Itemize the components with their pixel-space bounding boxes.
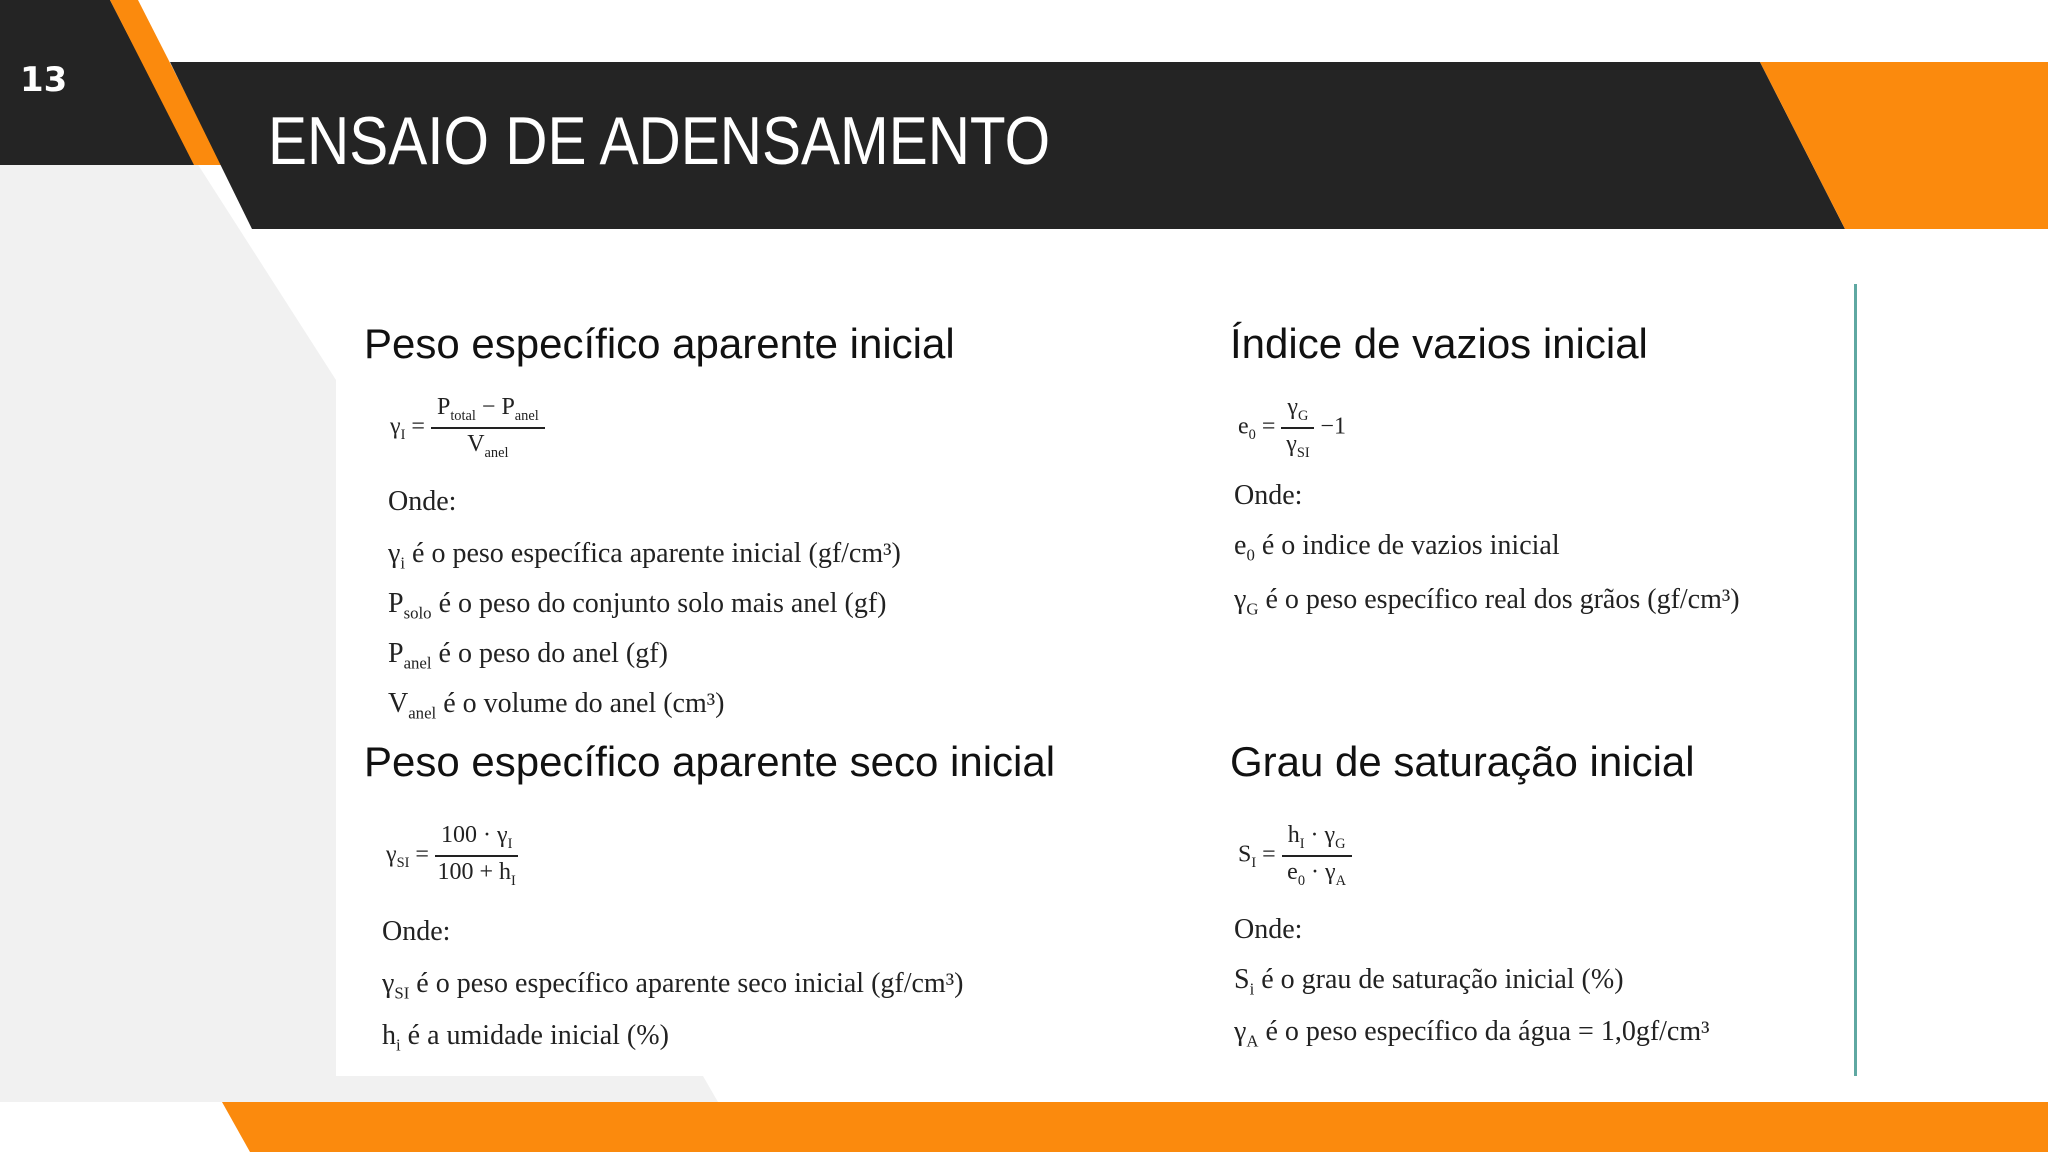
onde-label-1: Onde: — [388, 486, 457, 517]
definition-1-2: $P_{solo}$ é o peso do conjunto solo mais anel (gf) — [388, 588, 887, 623]
definition-1-1: $\gamma_i$ é o peso específica aparente inicial (gf/cm³) — [388, 538, 901, 573]
formula-gamma-si: $\gamma_{SI}$ = $\frac{100 \cdot \gamma_I}{100 + h_I}$ — [386, 822, 518, 890]
slide-title: ENSAIO DE ADENSAMENTO — [268, 103, 1051, 179]
formula-gamma-i: $\gamma_I$ = $\frac{P_{total} - P_{anel}}{V_{anel}}$ — [390, 394, 545, 462]
definition-1-3: $P_{anel}$ é o peso do anel (gf) — [388, 638, 668, 673]
heading-peso-especifico-aparente-seco-inicial: Peso específico aparente seco inicial — [364, 738, 1056, 785]
right-border-line — [1854, 284, 1857, 1076]
definition-3-2: $h_i$ é a umidade inicial (%) — [382, 1020, 669, 1055]
formula-panel — [336, 284, 1856, 1076]
heading-peso-especifico-aparente-inicial: Peso específico aparente inicial — [364, 320, 955, 367]
definition-4-1: $S_i$ é o grau de saturação inicial (%) — [1234, 964, 1624, 999]
definition-2-1: $e_0$ é o indice de vazios inicial — [1234, 530, 1560, 565]
slide-number: 13 — [20, 60, 68, 100]
heading-grau-de-saturacao-inicial: Grau de saturação inicial — [1230, 738, 1695, 785]
onde-label-4: Onde: — [1234, 914, 1303, 945]
definition-4-2: $\gamma_A$ é o peso específico da água = 1,0gf/cm³ — [1234, 1016, 1710, 1051]
definition-1-4: $V_{anel}$ é o volume do anel (cm³) — [388, 688, 725, 723]
formula-e0: $e_0$ = $\frac{\gamma_G}{\gamma_{SI}}$ −1 — [1238, 394, 1346, 461]
bottom-orange-bar — [222, 1102, 2048, 1152]
definition-3-1: $\gamma_{SI}$ é o peso específico aparente seco inicial (gf/cm³) — [382, 968, 964, 1003]
onde-label-3: Onde: — [382, 916, 451, 947]
onde-label-2: Onde: — [1234, 480, 1303, 511]
formula-si: $S_I$ = $\frac{h_I \cdot \gamma_G}{e_0 \cdot \gamma_A}$ — [1238, 822, 1352, 890]
definition-2-2: $\gamma_G$ é o peso específico real dos grãos (gf/cm³) — [1234, 584, 1740, 619]
heading-indice-de-vazios-inicial: Índice de vazios inicial — [1230, 320, 1648, 367]
